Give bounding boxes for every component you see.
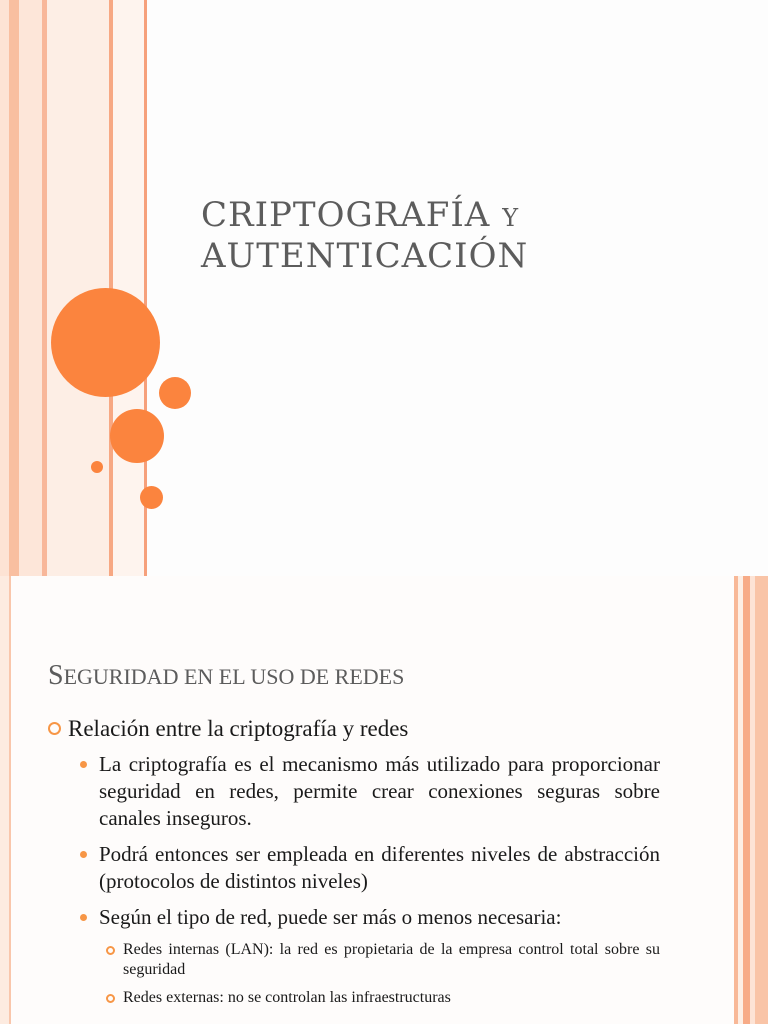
list-item [48,714,660,743]
small-ring-bullet-icon [106,994,115,1003]
title-small-caps: Y [502,204,520,232]
decor-bar-left [0,576,9,1024]
title-cap: S [48,660,64,691]
list-item [80,751,660,832]
bullet-text: La criptografía es el mecanismo más utilizado para proporcionar seguridad en redes, permite crear conexiones seguras sobre canales inseguros. [99,752,660,830]
decor-bar-right [755,576,768,1024]
bullet-text: Según el tipo de red, puede ser más o menos necesaria: [99,905,562,929]
decor-bar [113,0,144,576]
dot-bullet-icon [80,761,87,768]
dot-bullet-icon [80,851,87,858]
list-item [80,904,660,931]
decor-bar [9,0,19,576]
decor-circle [159,377,191,409]
decor-bar-left [9,576,11,1024]
bullet-text: Podrá entonces ser empleada en diferentes niveles de abstracción (protocolos de distintos niveles) [99,842,660,893]
decor-circle-large [51,288,160,397]
dot-bullet-icon [80,914,87,921]
content-slide [0,576,768,1024]
slide-title [48,660,404,693]
title-line-2: AUTENTICACIÓN [201,236,529,276]
bullet-text: Relación entre la criptografía y redes [68,716,409,741]
decor-circle [140,486,163,509]
slide-title [201,196,721,275]
title-main: CRIPTOGRAFÍA [201,195,491,235]
ring-bullet-icon [48,722,61,735]
small-ring-bullet-icon [106,946,115,955]
list-item [106,940,660,980]
bullet-text: Redes internas (LAN): la red es propietaria de la empresa control total sobre su seguridad [123,941,660,978]
decor-bar-right [743,576,750,1024]
decor-bar [19,0,42,576]
list-item [106,988,660,1008]
bullet-list [48,714,660,1016]
decor-circle-dot [91,461,103,473]
decor-circle [110,409,164,463]
decor-bar [0,0,9,576]
title-rest: EGURIDAD EN EL USO DE REDES [63,664,405,689]
bullet-text: Redes externas: no se controlan las infraestructuras [123,989,451,1006]
list-item [80,841,660,895]
